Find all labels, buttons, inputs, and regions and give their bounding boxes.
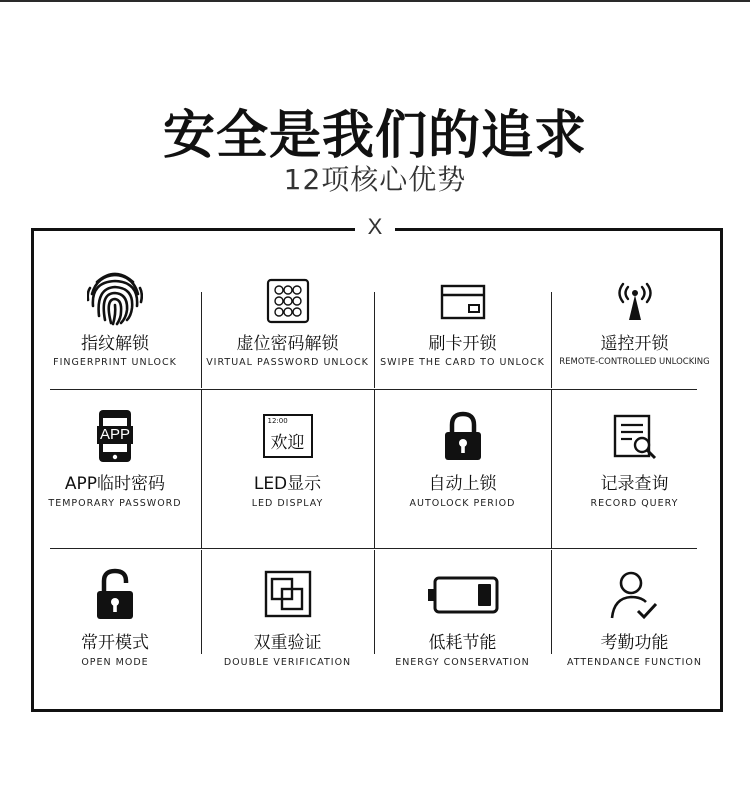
feature-subtitle: SWIPE THE CARD TO UNLOCK	[380, 357, 545, 368]
feature-subtitle: OPEN MODE	[81, 657, 149, 668]
grid-divider	[50, 389, 697, 390]
feature-title: 考勤功能	[600, 633, 669, 653]
feature-open-mode	[30, 565, 200, 668]
phone-app-label: APP	[99, 426, 130, 443]
user-check-icon	[609, 570, 661, 620]
feature-title: 记录查询	[600, 474, 669, 494]
feature-subtitle: ENERGY CONSERVATION	[395, 657, 530, 668]
led-display-icon	[263, 414, 313, 458]
feature-title: 常开模式	[81, 633, 149, 653]
keypad-icon	[266, 278, 310, 324]
antenna-icon	[615, 282, 655, 322]
feature-title: 虚位密码解锁	[236, 334, 339, 354]
feature-title: 指纹解锁	[81, 334, 149, 354]
feature-title: 遥控开锁	[600, 334, 669, 354]
feature-subtitle: REMOTE-CONTROLLED UNLOCKING	[559, 357, 710, 367]
feature-virtual-password	[202, 265, 373, 385]
feature-swipe-card	[375, 265, 550, 385]
page-subtitle: 12项核心优势	[283, 163, 467, 196]
phone-app-icon	[97, 408, 133, 464]
feature-subtitle: AUTOLOCK PERIOD	[409, 498, 516, 509]
feature-remote-unlock	[552, 265, 717, 385]
record-search-icon	[612, 413, 658, 461]
panel-mark: X	[355, 212, 395, 242]
feature-title: APP临时密码	[64, 474, 166, 494]
feature-fingerprint	[30, 265, 200, 385]
feature-title: 刷卡开锁	[428, 334, 497, 354]
feature-title: 自动上锁	[428, 474, 497, 494]
card-icon	[440, 284, 486, 320]
feature-energy-conservation	[375, 565, 550, 668]
feature-subtitle: TEMPORARY PASSWORD	[48, 498, 182, 509]
feature-led-display	[202, 405, 373, 525]
feature-subtitle: DOUBLE VERIFICATION	[223, 657, 352, 668]
feature-title: LED显示	[253, 474, 322, 494]
top-divider	[0, 0, 750, 2]
fingerprint-icon	[87, 268, 143, 326]
battery-icon	[427, 575, 499, 615]
double-squares-icon	[264, 570, 312, 618]
page-title: 安全是我们的追求	[162, 106, 587, 166]
feature-subtitle: LED DISPLAY	[251, 498, 324, 509]
feature-subtitle: RECORD QUERY	[590, 498, 679, 509]
led-clock-text: 12:00	[267, 417, 288, 425]
feature-double-verification	[202, 565, 373, 668]
feature-subtitle: ATTENDANCE FUNCTION	[566, 657, 703, 668]
feature-app-temporary-password	[30, 405, 200, 525]
feature-subtitle: VIRTUAL PASSWORD UNLOCK	[206, 357, 369, 368]
padlock-open-icon	[95, 568, 135, 620]
feature-attendance	[552, 565, 717, 668]
grid-divider	[50, 548, 697, 549]
led-welcome-text: 欢迎	[270, 433, 305, 453]
feature-title: 双重验证	[253, 633, 322, 653]
padlock-closed-icon	[443, 411, 483, 461]
feature-title: 低耗节能	[428, 633, 497, 653]
feature-record-query	[552, 405, 717, 525]
feature-autolock	[375, 405, 550, 525]
feature-subtitle: FINGERPRINT UNLOCK	[53, 357, 177, 368]
